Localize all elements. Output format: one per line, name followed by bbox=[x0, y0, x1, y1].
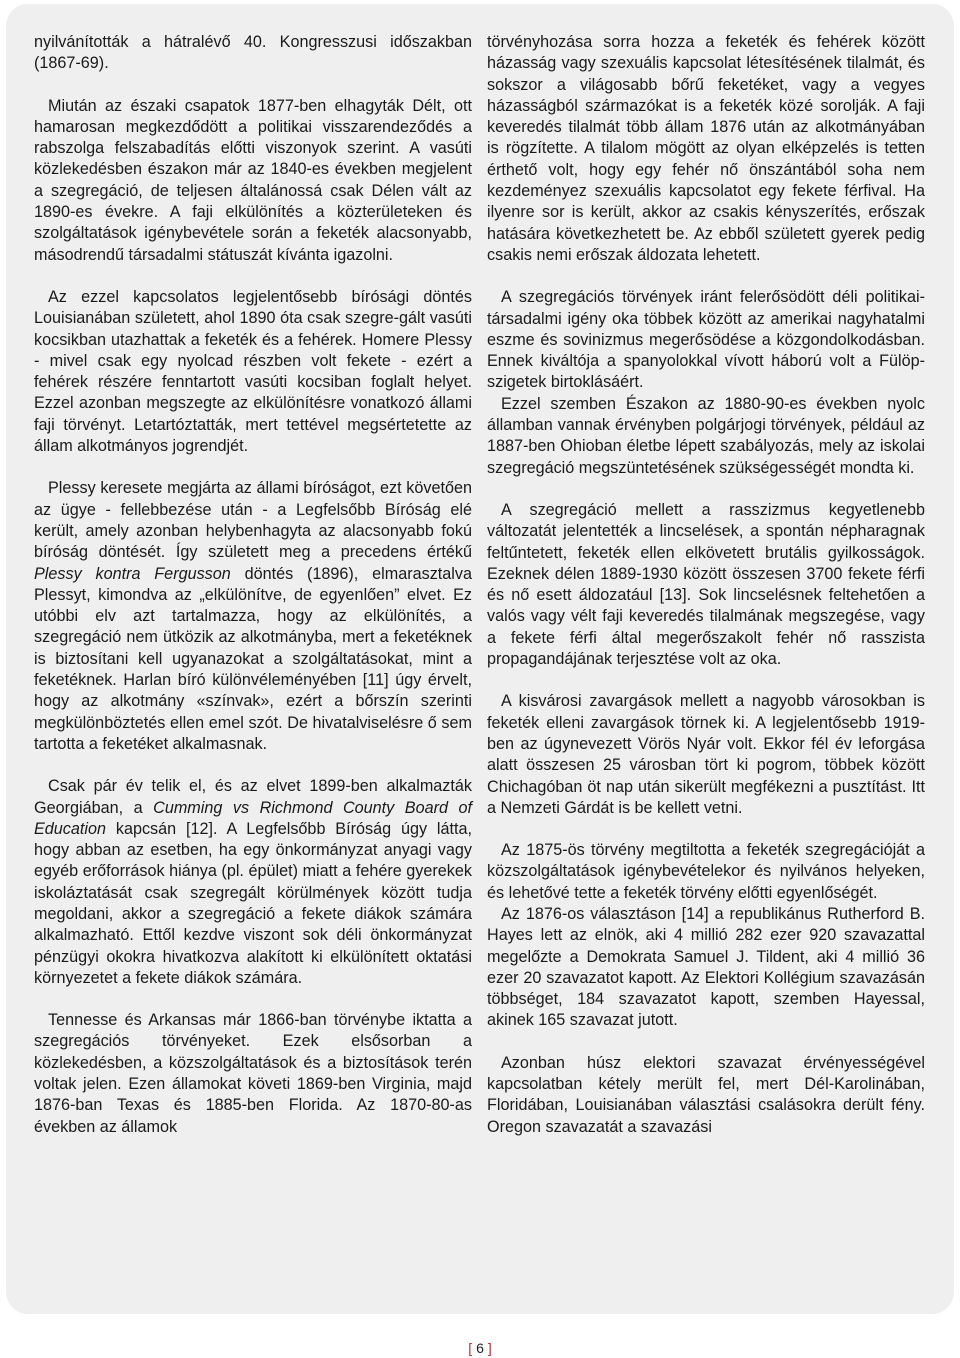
bracket-open: [ bbox=[468, 1340, 473, 1356]
page-number: 6 bbox=[476, 1340, 484, 1356]
text-run: Csak pár év telik el, és az elvet 1899-ben alkalmazták Georgiában, a bbox=[34, 777, 472, 817]
paragraph bbox=[34, 776, 472, 989]
case-name: Cumming vs Richmond County Board of Education bbox=[34, 798, 472, 838]
paragraph: Az ezzel kapcsolatos legjelentősebb bírósági döntés Louisianában született, ahol 1890 óta csak szegre-gált vasúti kocsikban utazhattak a feketék és a fehérek. Homere Plessy - mivel csak egy nyolcad részben volt fekete - ezért a fehérek részére fenntartott vasúti kocsiban foglalt helyet. Ezzel azonban megszegte az elkülönítésre vonatkozó állami faji törvényt. Letartóztatták, mert tettével megsértetette az állam alkotmányos jogrendjét. bbox=[34, 287, 472, 456]
bracket-close: ] bbox=[487, 1340, 492, 1356]
paragraph: Tennesse és Arkansas már 1866-ban törvénybe iktatta a szegregációs törvényeket. Ezek elsősorban a közlekedésben, a közszolgáltatások és a biztosítások terén voltak jelen. Ezen államokat követi 1869-ben Virginia, majd 1876-ban Texas és 1885-ben Florida. Az 1870-80-as években az államok bbox=[34, 1011, 472, 1136]
paragraph: törvényhozása sorra hozza a feketék és fehérek között házasság vagy szexuális kapcsolat létesítésének tilalmát, és sokszor a világosabb bőrű feketéket, vagy a vegyes házasságból származókat is a feketék közé sorolják. A faji keveredés tilalmát több állam 1876 után az alkotmányában is rögzítette. A tilalom mögött az olyan elképzelés is tetten érthető volt, hogy egy fehér nő önszántából soha nem kezdeményez szexuális kapcsolatot egy fekete férfival. Ha ilyenre sor is került, akkor az csakis kényszerítés, erőszak hatására következhetett be. Az ebből született gyerek pedig csakis nemi erőszak áldozata lehetett. bbox=[487, 33, 925, 264]
paragraph: Az 1876-os választáson [14] a republikánus Rutherford B. Hayes lett az elnök, aki 4 millió 282 ezer 920 szavazattal megelőzte a Demokrata Samuel J. Tildent, aki 4 millió 36 ezer 20 szavazatot kapott. Az Elektori Kollégium szavazásán többséget, 184 szavazatot kapott, szemben Hayessal, akinek 165 szavazat jutott. bbox=[487, 904, 925, 1030]
paragraph: A kisvárosi zavargások mellett a nagyobb városokban is feketék elleni zavargások törnek ki. A legjelentősebb 1919-ben az úgynevezett Vörös Nyár volt. Ekkor fél év leforgása alatt összesen 25 városban tört ki pogrom, többek között Chichagóban öt nap után sikerült megfékezni a pusztítást. Itt a Nemzeti Gárdát is be kellett vetni. bbox=[487, 692, 925, 817]
right-column bbox=[487, 32, 925, 1138]
text-run: döntés (1896), elmarasztalva Plessyt, kimondva az „elkülönítve, de egyenlően” elvet. Ez utóbbi elv azt tartalmazza, hogy az elkülönítés, a szegregáció nem ütközik az alkotmányba, mert a feketéknek is biztosítani kell ugyanazokat a szolgáltatásokat, mint a feketéknek. Harlan bíró különvéleményében [11] úgy érvelt, hogy az alkotmány «színvak», ezért a bőrszín szerinti megkülönböztetés ellen emel szót. De hivatalviselésre ő sem tartotta a feketéket alkalmasnak. bbox=[34, 564, 472, 753]
paragraph bbox=[34, 478, 472, 755]
text-run: kapcsán [12]. A Legfelsőbb Bíróság úgy látta, hogy abban az esetben, ha egy önkormányzat anyagi vagy egyéb erőforrások hiánya (pl. épület) miatt a fehére gyerekek iskoláztatását csak szegregált körülmények között tudja megoldani, akkor a szegregáció a fekete diákok számára alkalmazható. Ettől kezdve viszont sok déli önkormányzat pénzügyi okokra hivatkozva alakított ki elkülönített oktatási környezetet a fekete diákok számára. bbox=[34, 819, 472, 987]
paragraph: A szegregáció mellett a rasszizmus kegyetlenebb változatát jelentették a lincselések, a spontán népharagnak feltűntetett, feketék ellen elkövetett brutális gyilkosságok. Ezeknek délen 1889-1930 között összesen 3700 fekete férfi és nő esett áldozatául [13]. Sok lincselésnek feltehetően a valós vagy vélt faji keveredés tilalmának megszegése, vagy a fekete férfi által megerőszakolt fehér nő rasszista propagandájának terjesztése volt az oka. bbox=[487, 500, 925, 669]
paragraph: nyilvánították a hátralévő 40. Kongresszusi időszakban (1867-69). bbox=[34, 33, 472, 73]
text-run: Plessy keresete megjárta az állami bíróságot, ezt követően az ügye - fellebbezése után - a Legfelsőbb Bíróság elé került, amely azonban helybenhagyta az alacsonyabb fokú bíróság döntését. Így született meg a precedens értékű bbox=[34, 479, 472, 562]
paragraph: Az 1875-ös törvény megtiltotta a feketék szegregációját a közszolgáltatások igénybevételekor és nyilvános helyeken, és lehetővé tette a feketék törvény előtti egyenlőségét. bbox=[487, 841, 925, 902]
paragraph: Ezzel szemben Északon az 1880-90-es években nyolc államban vannak érvényben polgárjogi törvények, például az 1887-ben Ohioban életbe lépett szabályozás, mely az iskolai szegregáció megszüntetésének szükségességét mondta ki. bbox=[487, 394, 925, 477]
case-name: Plessy kontra Fergusson bbox=[34, 564, 231, 583]
left-column bbox=[34, 32, 472, 1138]
paragraph: Miután az északi csapatok 1877-ben elhagyták Délt, ott hamarosan megkezdődött a politikai visszarendeződés a rabszolga felszabadítás előtti viszonyok szerint. A vasúti közlekedésben északon már az 1840-es években megjelent a szegregáció, de teljesen általánossá csak Délen vált az 1890-es évekre. A faji elkülönítés a közterületeken és szolgáltatások igénybevétele során a feketék alacsonyabb, másodrendű társadalmi státuszát kívánta igazolni. bbox=[34, 96, 472, 264]
paragraph: A szegregációs törvények iránt felerősödött déli politikai-társadalmi igény oka többek között az amerikai nagyhatalmi eszme és sovinizmus megerősödése a közgondolkodásban. Ennek kiváltója a spanyolokkal vívott háború volt a Fülöp-szigetek birtoklásáért. bbox=[487, 288, 925, 392]
paragraph: Azonban húsz elektori szavazat érvényességével kapcsolatban kétely merült fel, mert Dél-Karolinában, Floridában, Louisianában választási csalásokra derült fény. Oregon szavazatát a szavazási bbox=[487, 1053, 925, 1136]
page-footer bbox=[0, 1340, 960, 1356]
